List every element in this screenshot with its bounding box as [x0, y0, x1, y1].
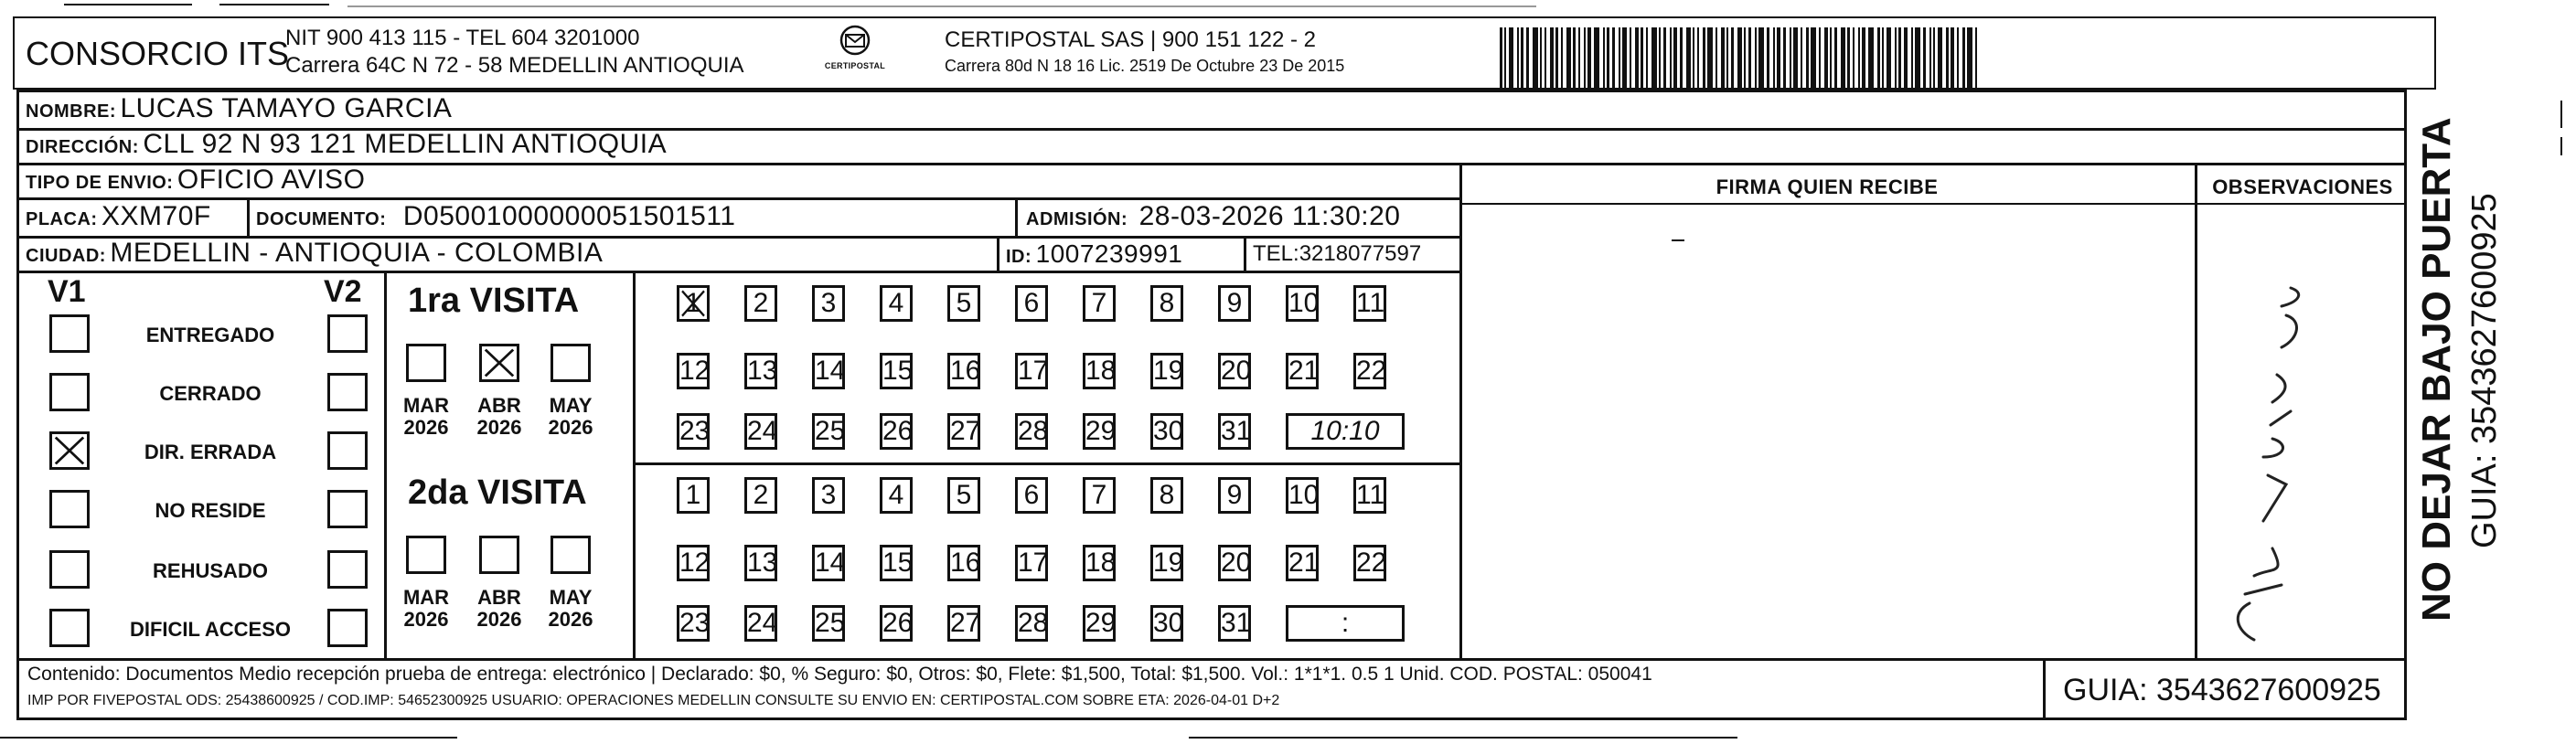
month-checkbox[interactable]: [406, 536, 446, 574]
day-box[interactable]: 18: [1083, 545, 1116, 581]
side-instruction: NO DEJAR BAJO PUERTA: [2414, 117, 2459, 622]
tel-value: 3218077597: [1299, 241, 1422, 266]
day-box[interactable]: 23: [677, 605, 710, 642]
footer-guia: GUIA: 3543627600925: [2063, 673, 2381, 707]
day-box[interactable]: 14: [812, 545, 845, 581]
side-guia: GUIA: 3543627600925: [2465, 193, 2504, 548]
col-line: [247, 199, 250, 236]
month-name: MAR: [402, 586, 450, 609]
nombre-value: LUCAS TAMAYO GARCIA: [120, 93, 453, 123]
direccion-value: CLL 92 N 93 121 MEDELLIN ANTIOQUIA: [143, 129, 668, 159]
day-box[interactable]: 2: [744, 477, 777, 514]
day-box[interactable]: 24: [744, 605, 777, 642]
status-label: ENTREGADO: [145, 324, 275, 346]
day-box[interactable]: 11: [1353, 477, 1386, 514]
bottom-dash: [1189, 737, 1737, 739]
day-box[interactable]: 15: [880, 545, 913, 581]
row-line: [16, 658, 2407, 661]
company-nit: NIT 900 413 115 - TEL 604 3201000: [285, 26, 640, 50]
month-checkbox[interactable]: [550, 536, 591, 574]
day-box[interactable]: 14: [812, 353, 845, 389]
month-name: ABR: [477, 394, 521, 417]
day-box[interactable]: 31: [1218, 605, 1251, 642]
col-line: [633, 271, 636, 658]
day-box[interactable]: 4: [880, 477, 913, 514]
row-line: [16, 197, 1459, 200]
admision-value: 28-03-2026 11:30:20: [1138, 201, 1401, 231]
edge-mark: [2560, 137, 2562, 155]
day-box[interactable]: 20: [1218, 545, 1251, 581]
direccion-row: [26, 129, 667, 160]
day-box[interactable]: 25: [812, 605, 845, 642]
day-box[interactable]: 20: [1218, 353, 1251, 389]
month-label: [543, 587, 598, 631]
footer-line2: IMP POR FIVEPOSTAL ODS: 25438600925 / COD.IMP: 54652300925 USUARIO: OPERACIONES MEDELLIN CONSULTE SU ENVIO EN: CERTIPOSTAL.COM SOBRE ETA: 2026-04-01 D+2: [27, 693, 1280, 708]
month-name: ABR: [477, 586, 521, 609]
day-box[interactable]: 6: [1015, 285, 1048, 322]
v1-checkbox[interactable]: [49, 550, 90, 589]
day-box[interactable]: 16: [947, 545, 980, 581]
day-box[interactable]: 12: [677, 545, 710, 581]
v1-header: V1: [48, 274, 86, 309]
day-box[interactable]: 24: [744, 413, 777, 450]
month-year: 2026: [548, 608, 593, 631]
direccion-label: DIRECCIÓN:: [26, 137, 139, 157]
v2-checkbox[interactable]: [327, 373, 368, 411]
certipostal-line2: Carrera 80d N 18 16 Lic. 2519 De Octubre 23 De 2015: [945, 57, 1345, 75]
x-mark-icon: [679, 288, 707, 319]
day-box[interactable]: 30: [1150, 605, 1183, 642]
month-label: [399, 395, 454, 439]
status-label: DIFICIL ACCESO: [129, 618, 291, 641]
month-checkbox[interactable]: [479, 344, 519, 382]
day-box[interactable]: 7: [1083, 285, 1116, 322]
observaciones-header: OBSERVACIONES: [2212, 175, 2393, 198]
time-box[interactable]: 10:10: [1286, 413, 1405, 450]
day-box[interactable]: 29: [1083, 605, 1116, 642]
day-box[interactable]: 29: [1083, 413, 1116, 450]
day-box[interactable]: 30: [1150, 413, 1183, 450]
v2-checkbox[interactable]: [327, 431, 368, 470]
day-box[interactable]: 4: [880, 285, 913, 322]
v2-checkbox[interactable]: [327, 550, 368, 589]
v1-checkbox[interactable]: [49, 431, 90, 470]
tipo-label: TIPO DE ENVIO:: [26, 173, 174, 193]
admision-label: ADMISIÓN:: [1026, 209, 1128, 229]
top-dash: [64, 4, 192, 5]
row-line: [16, 271, 1459, 273]
day-box[interactable]: 28: [1015, 605, 1048, 642]
month-name: MAR: [402, 394, 450, 417]
month-year: 2026: [403, 608, 449, 631]
day-box[interactable]: 11: [1353, 285, 1386, 322]
placa-row: [26, 201, 211, 232]
logo-text: CERTIPOSTAL: [824, 61, 886, 70]
ciudad-value: MEDELLIN - ANTIOQUIA - COLOMBIA: [110, 238, 604, 268]
v2-checkbox[interactable]: [327, 609, 368, 647]
v1-checkbox[interactable]: [49, 314, 90, 353]
footer-line1: Contenido: Documentos Medio recepción prueba de entrega: electrónico | Declarado: $0, % Seguro: $0, Otros: $0, Flete: $1,500, Total: $1,500. Vol.: 1*1*1. 0.5 1 Unid. COD. POSTAL: 050041: [27, 664, 1652, 685]
day-box[interactable]: 22: [1353, 353, 1386, 389]
day-box[interactable]: 19: [1150, 353, 1183, 389]
top-dash: [347, 5, 1536, 7]
month-checkbox[interactable]: [479, 536, 519, 574]
day-box[interactable]: 8: [1150, 285, 1183, 322]
month-year: 2026: [548, 416, 593, 439]
observaciones-handwriting: [2199, 274, 2405, 649]
tel-label: TEL:: [1253, 241, 1299, 266]
handwriting-icon: [2199, 274, 2405, 649]
company-address: Carrera 64C N 72 - 58 MEDELLIN ANTIOQUIA: [285, 53, 744, 78]
v1-checkbox[interactable]: [49, 373, 90, 411]
month-year: 2026: [403, 416, 449, 439]
placa-label: PLACA:: [26, 209, 98, 229]
month-year: 2026: [476, 416, 522, 439]
v2-checkbox[interactable]: [327, 490, 368, 528]
row-line: [1459, 203, 2407, 205]
top-dash: [219, 4, 329, 5]
id-label: ID:: [1006, 247, 1032, 267]
tipo-row: [26, 165, 365, 196]
month-year: 2026: [476, 608, 522, 631]
documento-label: DOCUMENTO:: [256, 209, 387, 229]
day-box[interactable]: 13: [744, 353, 777, 389]
day-box[interactable]: 5: [947, 477, 980, 514]
row-line: [16, 163, 2407, 165]
day-box[interactable]: 17: [1015, 353, 1048, 389]
month-label: [472, 395, 527, 439]
day-box[interactable]: 13: [744, 545, 777, 581]
day-box[interactable]: 31: [1218, 413, 1251, 450]
day-box[interactable]: 27: [947, 413, 980, 450]
status-label: REHUSADO: [153, 559, 268, 582]
ciudad-label: CIUDAD:: [26, 246, 106, 266]
row-line: [633, 462, 1459, 465]
edge-mark: [2560, 101, 2562, 128]
day-box[interactable]: 10: [1286, 477, 1319, 514]
id-row: [1006, 239, 1182, 269]
day-box[interactable]: 26: [880, 413, 913, 450]
day-box[interactable]: 9: [1218, 477, 1251, 514]
day-box[interactable]: 12: [677, 353, 710, 389]
company-name: CONSORCIO ITS: [26, 35, 290, 72]
status-label: DIR. ERRADA: [144, 441, 277, 463]
ciudad-row: [26, 238, 603, 269]
month-checkbox[interactable]: [406, 344, 446, 382]
v2-checkbox[interactable]: [327, 314, 368, 353]
day-box[interactable]: 19: [1150, 545, 1183, 581]
day-box[interactable]: 22: [1353, 545, 1386, 581]
day-box[interactable]: 23: [677, 413, 710, 450]
day-box[interactable]: 3: [812, 477, 845, 514]
day-box[interactable]: 18: [1083, 353, 1116, 389]
day-box[interactable]: 17: [1015, 545, 1048, 581]
status-label: NO RESIDE: [155, 499, 266, 522]
day-box[interactable]: 28: [1015, 413, 1048, 450]
col-line: [1015, 199, 1018, 236]
tel-row: [1253, 241, 1421, 267]
day-box[interactable]: 27: [947, 605, 980, 642]
v2-header: V2: [324, 274, 362, 309]
x-mark-icon: [482, 346, 517, 379]
day-box[interactable]: 8: [1150, 477, 1183, 514]
certipostal-line1: CERTIPOSTAL SAS | 900 151 122 - 2: [945, 27, 1316, 52]
nombre-row: [26, 93, 452, 124]
admision-row: [1026, 201, 1400, 232]
col-line: [997, 236, 999, 271]
status-label: CERRADO: [159, 382, 262, 405]
time-box[interactable]: :: [1286, 605, 1405, 642]
day-box[interactable]: 26: [880, 605, 913, 642]
col-line: [2043, 658, 2046, 720]
month-label: [399, 587, 454, 631]
day-box[interactable]: 25: [812, 413, 845, 450]
visit2-title: 2da VISITA: [408, 473, 587, 512]
month-checkbox[interactable]: [550, 344, 591, 382]
day-box[interactable]: 15: [880, 353, 913, 389]
firma-header: FIRMA QUIEN RECIBE: [1716, 175, 1939, 198]
day-box[interactable]: 1: [677, 477, 710, 514]
col-line: [1244, 236, 1246, 271]
month-label: [543, 395, 598, 439]
id-value: 1007239991: [1035, 239, 1183, 268]
col-line: [1459, 163, 1462, 658]
tipo-value: OFICIO AVISO: [176, 165, 366, 195]
day-box[interactable]: 2: [744, 285, 777, 322]
day-box[interactable]: 21: [1286, 545, 1319, 581]
firma-mark: [1672, 239, 1684, 241]
documento-value: D05001000000051501511: [402, 201, 736, 231]
day-box[interactable]: 6: [1015, 477, 1048, 514]
header-frame: [13, 16, 2436, 90]
month-name: MAY: [549, 394, 593, 417]
v1-checkbox[interactable]: [49, 490, 90, 528]
day-box[interactable]: 3: [812, 285, 845, 322]
month-label: [472, 587, 527, 631]
documento-row: [256, 201, 736, 232]
day-box[interactable]: [677, 285, 710, 322]
day-box[interactable]: 21: [1286, 353, 1319, 389]
day-box[interactable]: 16: [947, 353, 980, 389]
month-name: MAY: [549, 586, 593, 609]
col-line: [384, 271, 387, 658]
day-box[interactable]: 5: [947, 285, 980, 322]
day-box[interactable]: 10: [1286, 285, 1319, 322]
col-line: [2195, 163, 2197, 658]
v1-checkbox[interactable]: [49, 609, 90, 647]
x-mark-icon: [52, 434, 87, 467]
day-box[interactable]: 9: [1218, 285, 1251, 322]
placa-value: XXM70F: [102, 201, 211, 231]
bottom-dash: [0, 737, 457, 739]
nombre-label: NOMBRE:: [26, 101, 117, 122]
day-box[interactable]: 7: [1083, 477, 1116, 514]
day-number: 1: [685, 288, 701, 318]
visit1-title: 1ra VISITA: [408, 282, 580, 320]
